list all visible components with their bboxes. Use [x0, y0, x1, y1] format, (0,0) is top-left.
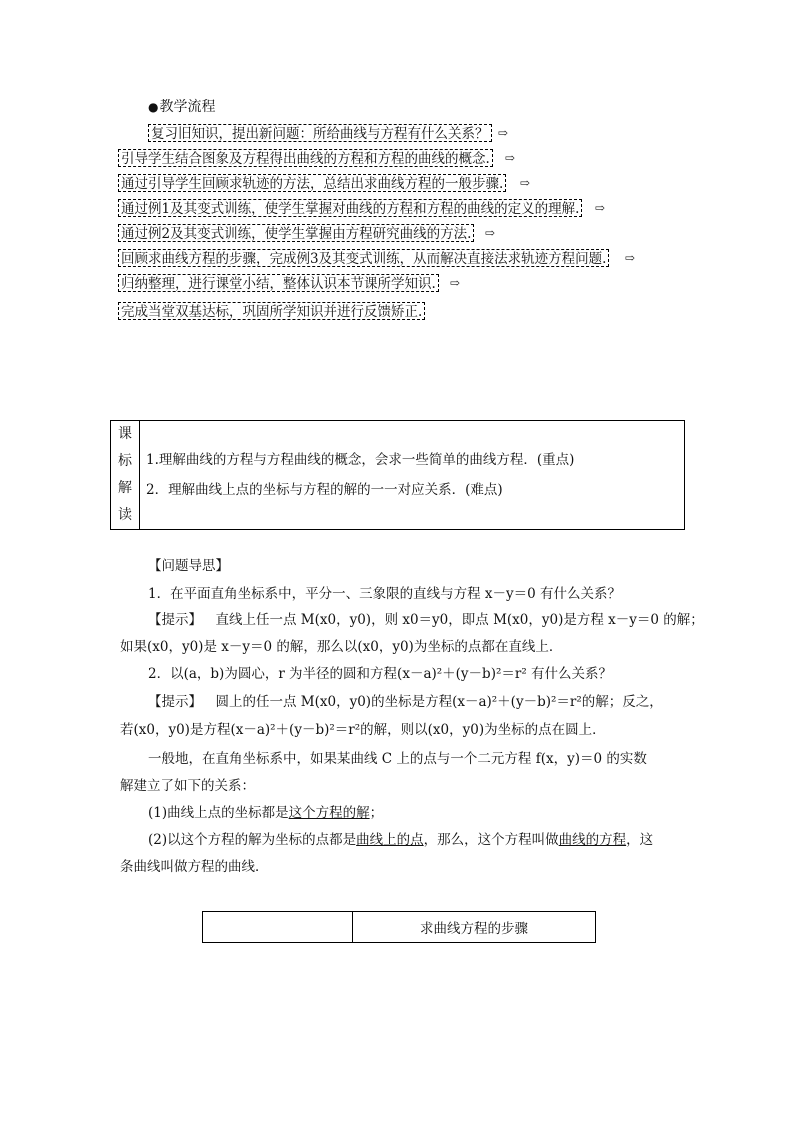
flow-step: 引导学生结合图象及方程得出曲线的方程和方程的曲线的概念. — [118, 149, 493, 167]
flow-title — [148, 96, 215, 116]
answer-1-text: 直线上任一点 M(x0，y0)，则 x0＝y0，即点 M(x0，y0)是方程 x－y＝0 的解； — [215, 612, 704, 628]
condition-2-suffix: ，这 — [626, 832, 654, 848]
condition-1 — [148, 803, 383, 823]
answer-1-line-2: 如果(x0，y0)是 x－y＝0 的解，那么以(x0，y0)为坐标的点都在直线上． — [120, 639, 563, 655]
steps-table — [202, 911, 596, 943]
condition-1-prefix: (1)曲线上点的坐标都是 — [148, 805, 289, 821]
flow-step: 通过例2及其变式训练，使学生掌握由方程研究曲线的方法. — [118, 224, 474, 242]
flow-step: 通过例1及其变式训练，使学生掌握对曲线的方程和方程的曲线的定义的理解. — [118, 199, 582, 217]
tip-label: 【提示】 — [148, 694, 202, 710]
standard-item: 1.理解曲线的方程与方程曲线的概念，会求一些简单的曲线方程．(重点) — [146, 452, 575, 468]
answer-2-text: 圆上的任一点 M(x0，y0)的坐标是方程(x－a)²＋(y－b)²＝r²的解；反之， — [215, 694, 663, 710]
question-2: 2．以(a，b)为圆心，r 为半径的圆和方程(x－a)²＋(y－b)²＝r² 有什么关系？ — [148, 666, 613, 682]
arrow-right-icon: ⇨ — [450, 276, 461, 290]
bullet-icon: ● — [148, 100, 159, 114]
answer-1-line-1 — [148, 610, 704, 630]
standard-content — [140, 421, 685, 530]
question-1: 1．在平面直角坐标系中，平分一、三象限的直线与方程 x－y＝0 有什么关系？ — [148, 586, 621, 602]
standard-label-char: 课 — [118, 426, 132, 442]
standard-label — [111, 421, 140, 530]
flow-step: 完成当堂双基达标，巩固所学知识并进行反馈矫正. — [118, 302, 425, 320]
condition-2-underlined-2: 曲线的方程 — [558, 832, 627, 848]
condition-2 — [148, 830, 653, 850]
flow-step: 回顾求曲线方程的步骤，完成例3及其变式训练，从而解决直接法求轨迹方程问题. — [118, 249, 609, 267]
standard-label-char: 解 — [118, 480, 132, 496]
condition-2-line-2: 条曲线叫做方程的曲线． — [120, 859, 269, 875]
flow-step: 归纳整理，进行课堂小结，整体认识本节课所学知识. — [118, 274, 439, 292]
guide-heading: 【问题导思】 — [148, 558, 229, 574]
standard-label-char: 标 — [118, 453, 132, 469]
steps-table-header: 求曲线方程的步骤 — [353, 912, 596, 943]
steps-table-empty-cell — [203, 912, 353, 943]
condition-2-prefix: (2)以这个方程的解为坐标的点都是 — [148, 832, 357, 848]
answer-2-line-2: 若(x0，y0)是方程(x－a)²＋(y－b)²＝r²的解，则以(x0，y0)为坐标的点在圆上． — [120, 722, 606, 738]
flow-step: 通过引导学生回顾求轨迹的方法，总结出求曲线方程的一般步骤. — [118, 174, 506, 192]
definition-intro-line-2: 解建立了如下的关系： — [120, 778, 255, 794]
arrow-right-icon: ⇨ — [520, 176, 531, 190]
tip-label: 【提示】 — [148, 612, 202, 628]
arrow-right-icon: ⇨ — [595, 201, 606, 215]
standard-label-char: 读 — [118, 507, 132, 523]
definition-intro-line-1: 一般地，在直角坐标系中，如果某曲线 C 上的点与一个二元方程 f(x，y)＝0 的实数 — [148, 751, 647, 767]
arrow-right-icon: ⇨ — [485, 226, 496, 240]
condition-1-suffix: ； — [369, 805, 384, 821]
standard-table — [110, 420, 685, 530]
answer-2-line-1 — [148, 692, 663, 712]
flow-title-text: 教学流程 — [159, 99, 216, 115]
arrow-right-icon: ⇨ — [498, 126, 509, 140]
flow-step: 复习旧知识，提出新问题：所给曲线与方程有什么关系？ — [148, 124, 492, 142]
condition-2-middle: ，那么，这个方程叫做 — [423, 832, 559, 848]
standard-item: 2．理解曲线上点的坐标与方程的解的一一对应关系．(难点) — [146, 482, 503, 498]
arrow-right-icon: ⇨ — [505, 151, 516, 165]
condition-1-underlined: 这个方程的解 — [288, 805, 370, 821]
arrow-right-icon: ⇨ — [625, 251, 636, 265]
condition-2-underlined-1: 曲线上的点 — [356, 832, 424, 848]
